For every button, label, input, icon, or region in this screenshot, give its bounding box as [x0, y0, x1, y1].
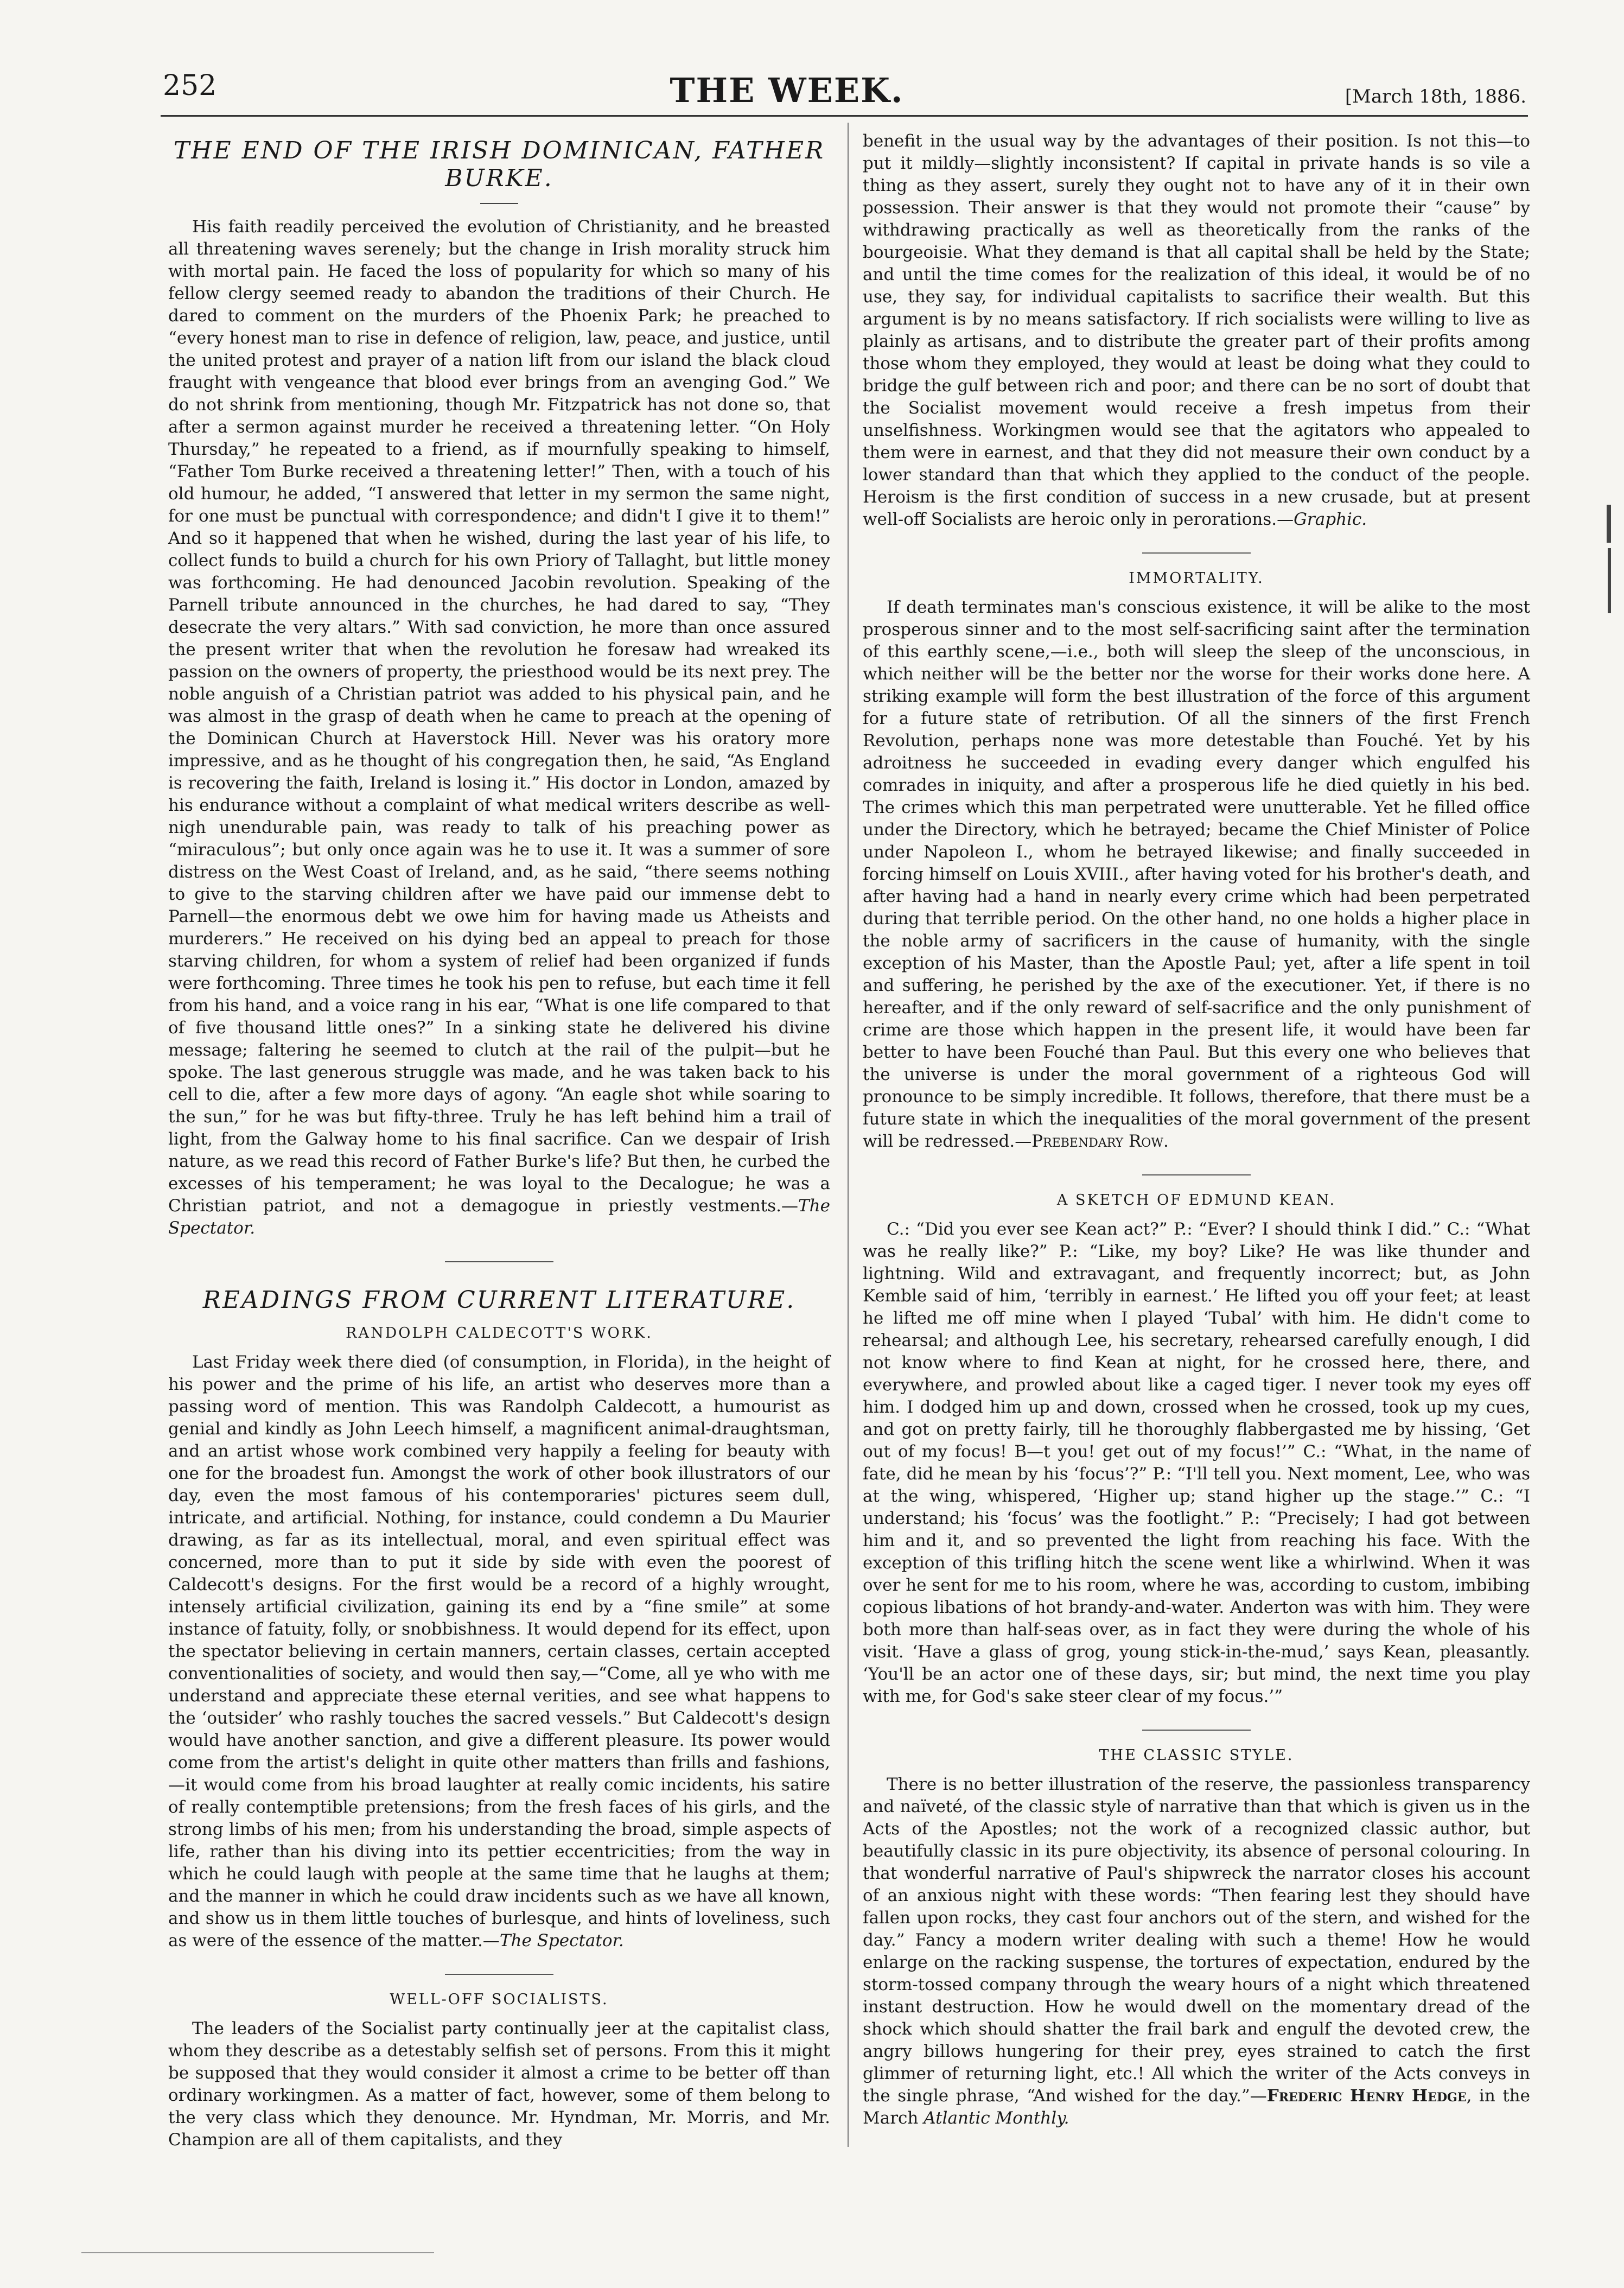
- article-body-socialists: The leaders of the Socialist party continually jeer at the capitalist class, whom they describe as a detestably selfish set of persons. From this it might be supposed that they would consider it almost a crime to be better off than ordinary workingmen. As a matter of fact, however, some of them belong to the very class which they denounce. Mr. Hyndman, Mr. Morris, and Mr. Champion are all of them capitalists, and they: [168, 2019, 830, 2150]
- article-title-kean: A SKETCH OF EDMUND KEAN.: [1056, 1192, 1336, 1209]
- article-body-immortality: [863, 596, 1530, 1153]
- title-dash: [480, 203, 518, 204]
- masthead-title: THE WEEK.: [670, 71, 904, 110]
- section-separator: [445, 1261, 553, 1262]
- article-title-classic: THE CLASSIC STYLE.: [1099, 1747, 1294, 1764]
- article-title-socialists: WELL-OFF SOCIALISTS.: [390, 1991, 609, 2008]
- socialists-source: Graphic.: [1294, 510, 1367, 529]
- article-title-immortality: IMMORTALITY.: [1129, 570, 1264, 587]
- section-separator: [445, 1974, 553, 1975]
- immortality-text: If death terminates man's conscious existence, it will be alike to the most prosperous sinner and to the most self-sacrificing saint after the termination of this earthly scene,—i.e., both will sleep the sleep of the unconscious, in which neither will be the better nor the worse for their works done here. A striking example will form the best illustration of the force of this argument for a future state of retribution. Of all the sinners of the first French Revolution, perhaps none was more detestable than Fouché. Yet by his adroitness he succeeded in evading every danger which engulfed his comrades in iniquity, and after a prosperous life he died quietly in his bed. The crimes which this man perpetrated were unutterable. Yet he filled office under the Directory, which he betrayed; became the Chief Minister of Police under Napoleon I., whom he betrayed likewise; and finally succeeded in forcing himself on Louis XVIII., after having voted for his brother's death, and after having had a hand in nearly every crime which had been perpetrated during that terrible period. On the other hand, no one holds a higher place in the noble army of sacrificers in the cause of humanity, with the single exception of his Master, than the Apostle Paul; yet, after a life spent in toil and suffering, he perished by the axe of the executioner. Yet, if there is no hereafter, and if the only reward of self-sacrifice and the only punishment of crime are those which happen in the present life, it would have been far better to have been Fouché than Paul. But this every one who believes that the universe is under the moral government of a righteous God will pronounce to be simply incredible. It follows, therefore, that there must be a future state in which the inequalities of the moral government of the present will be redressed.—: [863, 598, 1530, 1151]
- article-body-burke: [168, 216, 830, 1240]
- margin-mark: [1607, 505, 1611, 543]
- article-body-socialists-cont: [863, 130, 1530, 531]
- classic-author: Frederic Henry Hedge: [1266, 2086, 1467, 2106]
- classic-text: There is no better illustration of the reserve, the passionless transparency and naïveté, of the classic style of narrative than that which is given us in the Acts of the Apostles; not the work of a recognized classic author, but beautifully classic in its pure objectivity, its absence of personal colouring. In that wonderful narrative of Paul's shipwreck the narrator closes his account of an anxious night with these words: “Then fearing lest they should have fallen upon rocks, they cast four anchors out of the stern, and wished for the day.” Fancy a modern writer dealing with such a theme! How he would enlarge on the racking suspense, the tortures of expectation, endured by the storm-tossed company through the weary hours of a night which threatened instant destruction. How he would dwell on the momentary dread of the shock which should shatter the frail bark and engulf the devoted crew, the angry billows hungering for their prey, eyes strained to catch the first glimmer of returning light, etc.! All which the writer of the Acts conveys in the single phrase, “And wished for the day.”—: [863, 1775, 1530, 2106]
- article-body-kean: C.: “Did you ever see Kean act?” P.: “Ever? I should think I did.” C.: “What was he really like?” P.: “Like, my boy? Like? He was like thunder and lightning. Wild and extravagant, and frequently incorrect; but, as John Kemble said of him, ‘terribly in earnest.’ He lifted you off your feet; at least he lifted me off mine when I played ‘Tubal’ with him. He didn't come to rehearsal; and although Lee, his secretary, rehearsed carefully enough, I did not know where to find Kean at night, for he crossed here, there, and everywhere, and prowled about like a caged tiger. I never took my eyes off him. I dodged him up and down, crossed when he crossed, took up my cues, and got on pretty fairly, till he thoroughly flabbergasted me by hissing, ‘Get out of my focus! B—t you! get out of my focus!’” C.: “What, in the name of fate, did he mean by his ‘focus’?” P.: “I'll tell you. Next moment, Lee, who was at the wing, whispered, ‘Higher up; stand higher up the stage.’” C.: “I understand; his ‘focus’ was the footlight.” P.: “Precisely; I had got between him and it, and so prevented the light from reaching his face. With the exception of this trifling hitch the scene went like a whirlwind. When it was over he sent for me to his room, where he was, according to custom, imbibing copious libations of hot brandy-and-water. Anderton was with him. They were both more than half-seas over, as in fact they were during the whole of his visit. ‘Have a glass of grog, young stick-in-the-mud,’ says Kean, pleasantly. ‘You'll be an actor one of these days, sir; but mind, the next time you play with me, for God's sake steer clear of my focus.’”: [863, 1219, 1531, 1706]
- article-title-burke: THE END OF THE IRISH DOMINICAN, FATHER BURKE.: [173, 137, 825, 192]
- section-separator: [1142, 1174, 1251, 1175]
- article-body-classic: [863, 1774, 1530, 2130]
- column-divider: [848, 123, 849, 2147]
- classic-source-pre: , in the March: [863, 2086, 1530, 2128]
- article-body-caldecott: [168, 1351, 830, 1952]
- burke-source: The Spectator.: [168, 1196, 830, 1238]
- page-number: 252: [163, 69, 217, 102]
- bottom-rule: [81, 2252, 434, 2253]
- section-title-readings: READINGS FROM CURRENT LITERATURE.: [202, 1286, 796, 1314]
- section-separator: [1142, 1730, 1251, 1731]
- caldecott-source: The Spectator.: [499, 1931, 624, 1950]
- burke-text: His faith readily perceived the evolution of Christianity, and he breasted all threatening waves serenely; but the change in Irish morality struck him with mortal pain. He faced the loss of popularity for which so many of his fellow clergy seemed ready to abandon the traditions of their Church. He dared to comment on the murders of the Phoenix Park; he preached to “every honest man to rise in defence of religion, law, peace, and justice, until the united protest and prayer of a nation lift from our island the black cloud fraught with vengeance that blood ever brings from an avenging God.” We do not shrink from mentioning, though Mr. Fitzpatrick has not done so, that after a sermon against murder he received a threatening letter. “On Holy Thursday,” he repeated to a friend, as if mournfully speaking to himself, “Father Tom Burke received a threatening letter!” Then, with a touch of his old humour, he added, “I answered that letter in my sermon the same night, for one must be punctual with correspondence; and didn't I give it to them!” And so it happened that when he wished, during the last year of his life, to collect funds to build a church for his own Priory of Tallaght, but little money was forthcoming. He had denounced Jacobin revolution. Speaking of the Parnell tribute announced in the churches, he had dared to say, “They desecrate the very altars.” With sad conviction, he more than once assured the present writer that when the revolution he foresaw had wreaked its passion on the owners of property, the priesthood would be its next prey. The noble anguish of a Christian patriot was added to his physical pain, and he was almost in the grasp of death when he came to preach at the opening of the Dominican Church at Haverstock Hill. Never was his oratory more impressive, and as he thought of his congregation then, he said, “As England is recovering the faith, Ireland is losing it.” His doctor in London, amazed by his endurance without a complaint of what medical writers describe as well-nigh unendurable pain, was ready to talk of his preaching power as “miraculous”; but only once again was he to use it. It was a summer of sore distress on the West Coast of Ireland, and, as he said, “there seems nothing to give to the starving children after we have paid our immense debt to Parnell—the enormous debt we owe him for having made us Atheists and murderers.” He received on his dying bed an appeal to preach for those starving children, for whom a system of relief had been organized if funds were forthcoming. Three times he took his pen to refuse, but each time it fell from his hand, and a voice rang in his ear, “What is one life compared to that of five thousand little ones?” In a sinking state he delivered his divine message; faltering he seemed to clutch at the rail of the pulpit—but he spoke. The last generous struggle was made, and he was taken back to his cell to die, after a few more days of agony. “An eagle shot while soaring to the sun,” for he was but fifty-three. Truly he has left behind him a trail of light, from the Galway home to his final sacrifice. Can we despair of Irish nature, as we read this record of Father Burke's life? But then, he curbed the excesses of his temperament; he was loyal to the Decalogue; he was a Christian patriot, and not a demagogue in priestly vestments.—: [168, 217, 830, 1216]
- article-title-caldecott: RANDOLPH CALDECOTT'S WORK.: [346, 1325, 653, 1342]
- section-separator: [1142, 552, 1251, 554]
- socialists-cont-text: benefit in the usual way by the advantages of their position. Is not this—to put it mildly—slightly inconsistent? If capital in private hands is so vile a thing as they assert, surely they ought not to have any of it in their own possession. Their answer is that they would not promote their “cause” by withdrawing practically as well as theoretically from the ranks of the bourgeoisie. What they demand is that all capital shall be held by the State; and until the time comes for the realization of this ideal, it would be of no use, they say, for individual capitalists to sacrifice their wealth. But this argument is by no means satisfactory. If rich socialists were willing to live as plainly as artisans, and to distribute the greater part of their profits among those whom they employed, they would at least be doing what they could to bridge the gulf between rich and poor; and there can be no sort of doubt that the Socialist movement would receive a fresh impetus from their unselfishness. Workingmen would see that the agitators who appealed to them were in earnest, and that they did not measure their own conduct by a lower standard than that which they applied to the conduct of the people. Heroism is the first condition of success in a new crusade, but at present well-off Socialists are heroic only in perorations.—: [863, 131, 1530, 529]
- right-column: [863, 130, 1530, 2135]
- caldecott-text: Last Friday week there died (of consumption, in Florida), in the height of his power and the prime of his life, an artist who deserves more than a passing word of mention. This was Randolph Caldecott, a humourist as genial and kindly as John Leech himself, a magnificent animal-draughtsman, and an artist whose work combined very happily a feeling for beauty with one for the broadest fun. Amongst the work of other book illustrators of our day, even the most famous of his contemporaries' pictures seem dull, intricate, and artificial. Nothing, for instance, could condemn a Du Maurier drawing, as far as its intellectual, moral, and even spiritual effect was concerned, more than to put it side by side with even the poorest of Caldecott's designs. For the first would be a record of a highly wrought, intensely artificial civilization, gaining its end by a “fine smile” at some instance of fatuity, folly, or snobbishness. It would depend for its effect, upon the spectator believing in certain manners, certain classes, certain accepted conventionalities of society, and would then say,—“Come, all ye who with me understand and appreciate these eternal verities, and see what happens to the ‘outsider’ who rashly touches the sacred vessels.” But Caldecott's design would have another sanction, and give a different pleasure. Its power would come from the artist's delight in quite other matters than frills and fashions,—it would come from his broad laughter at really comic incidents, his satire of really contemptible pretensions; from the fresh faces of his girls, and the strong limbs of his men; from his understanding the broad, simple aspects of life, rather than his diving into its pettier eccentricities; from the way in which he could laugh with people at the same time that he laughs at them; and the manner in which he could draw incidents such as we have all known, and show us in them little touches of burlesque, and hints of loveliness, such as were of the essence of the matter.—: [168, 1352, 830, 1950]
- left-column: [168, 130, 830, 2157]
- immortality-source: Prebendary Row.: [1031, 1132, 1169, 1151]
- header-rule: [161, 115, 1528, 117]
- issue-date: [March 18th, 1886.: [1345, 86, 1526, 107]
- classic-source: Atlantic Monthly.: [924, 2108, 1069, 2128]
- margin-mark: [1608, 548, 1611, 613]
